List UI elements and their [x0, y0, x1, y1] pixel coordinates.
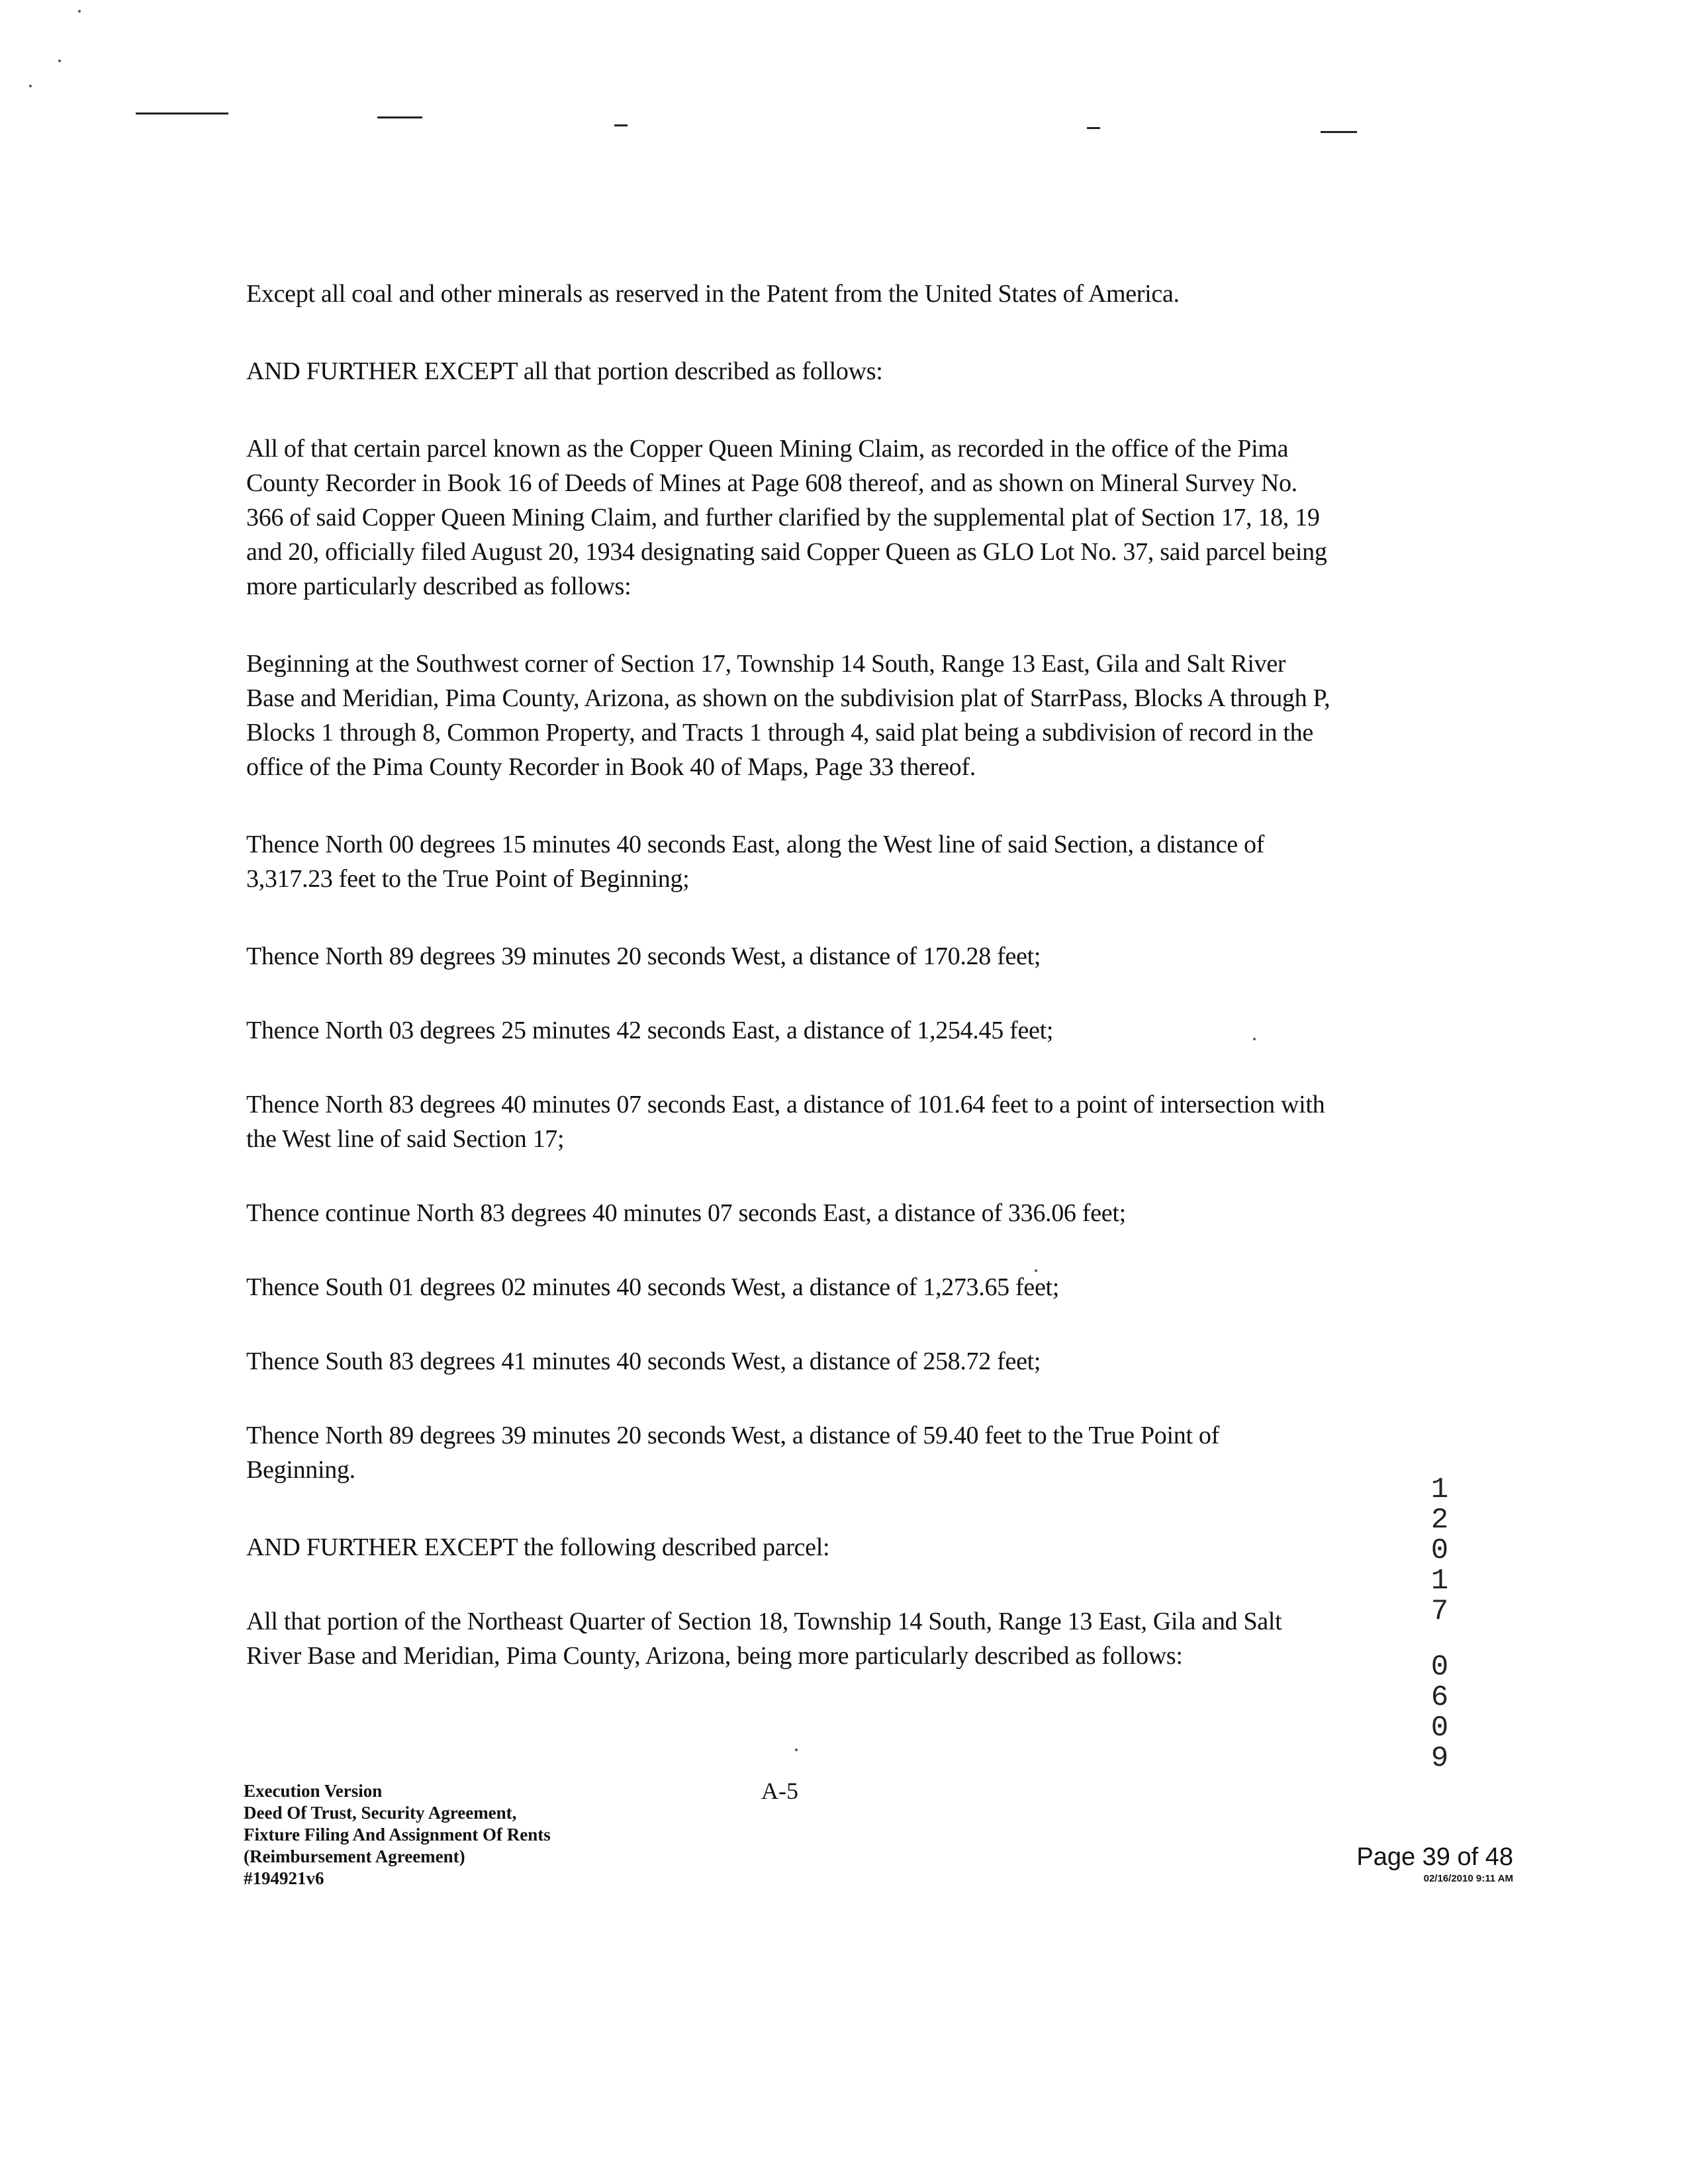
document-footer — [244, 1780, 551, 1889]
recording-digit: 0 — [1430, 1534, 1449, 1567]
recording-digit: 7 — [1430, 1595, 1449, 1628]
scan-speck — [29, 85, 32, 87]
recording-digit: 0 — [1430, 1651, 1449, 1684]
paragraph-course-5: Thence continue North 83 degrees 40 minutes 07 seconds East, a distance of 336.06 feet; — [246, 1199, 1126, 1227]
page-number: Page 39 of 48 — [1356, 1843, 1513, 1871]
paragraph-course-7: Thence South 83 degrees 41 minutes 40 seconds West, a distance of 258.72 feet; — [246, 1347, 1041, 1375]
recording-digit: 1 — [1430, 1565, 1449, 1598]
recording-timestamp: 02/16/2010 9:11 AM — [1423, 1873, 1513, 1884]
paragraph-course-1: Thence North 00 degrees 15 minutes 40 seconds East, along the West line of said Section, a distance of 3,317.23 feet to the True Point of Beginning; — [246, 831, 1265, 893]
scan-mark — [1321, 131, 1357, 133]
footer-version: Execution Version — [244, 1781, 383, 1801]
paragraph-course-2: Thence North 89 degrees 39 minutes 20 seconds West, a distance of 170.28 feet; — [246, 942, 1041, 970]
footer-title-line: Deed Of Trust, Security Agreement, — [244, 1803, 517, 1823]
paragraph-further-except-heading: AND FURTHER EXCEPT all that portion described as follows: — [246, 357, 883, 385]
footer-doc-id: #194921v6 — [244, 1868, 324, 1888]
paragraph-course-6: Thence South 01 degrees 02 minutes 40 seconds West, a distance of 1,273.65 feet; — [246, 1273, 1060, 1301]
recording-number — [1423, 1475, 1456, 1774]
recording-digit: 0 — [1430, 1711, 1449, 1745]
paragraph-northeast-quarter: All that portion of the Northeast Quarter of Section 18, Township 14 South, Range 13 East, Gila and Salt River Base and Meridian, Pima County, Arizona, being more particularly described as follows: — [246, 1608, 1282, 1670]
recording-digit: 2 — [1430, 1504, 1449, 1537]
exhibit-page-code: A-5 — [761, 1778, 798, 1804]
paragraph-further-except-parcel: AND FURTHER EXCEPT the following described parcel: — [246, 1533, 830, 1561]
paragraph-course-8: Thence North 89 degrees 39 minutes 20 seconds West, a distance of 59.40 feet to the True Point of Beginning. — [246, 1422, 1219, 1484]
footer-title-line: (Reimbursement Agreement) — [244, 1846, 465, 1866]
scan-mark — [136, 113, 228, 114]
scan-mark — [614, 124, 628, 126]
scan-speck — [58, 60, 61, 62]
digit-spacer — [1423, 1627, 1456, 1652]
recording-digit: 1 — [1430, 1473, 1449, 1506]
legal-description — [246, 277, 1332, 1673]
page-stamp — [1356, 1843, 1513, 1884]
recording-digit: 6 — [1430, 1681, 1449, 1714]
footer-title-line: Fixture Filing And Assignment Of Rents — [244, 1825, 551, 1844]
recording-digit: 9 — [1430, 1742, 1449, 1775]
paragraph-mineral-reservation: Except all coal and other minerals as reserved in the Patent from the United States of America. — [246, 280, 1180, 308]
paragraph-beginning-point: Beginning at the Southwest corner of Section 17, Township 14 South, Range 13 East, Gila and Salt River Base and Meridian, Pima County, Arizona, as shown on the subdivision plat of StarrPass, Blocks A through P, Blocks 1 through 8, Common Property, and Tracts 1 through 4, said plat being a subdivision of record in the office of the Pima County Recorder in Book 40 of Maps, Page 33 thereof. — [246, 650, 1331, 781]
scan-mark — [1087, 127, 1100, 129]
paragraph-copper-queen-claim: All of that certain parcel known as the Copper Queen Mining Claim, as recorded in the office of the Pima County Recorder in Book 16 of Deeds of Mines at Page 608 thereof, and as shown on Mineral Survey No. 366 of said Copper Queen Mining Claim, and further clarified by the supplemental plat of Section 17, 18, 19 and 20, officially filed August 20, 1934 designating said Copper Queen as GLO Lot No. 37, said parcel being more particularly described as follows: — [246, 435, 1327, 600]
scan-speck — [78, 10, 81, 13]
paragraph-course-4: Thence North 83 degrees 40 minutes 07 seconds East, a distance of 101.64 feet to a point of intersection with the West line of said Section 17; — [246, 1091, 1325, 1153]
paragraph-course-3: Thence North 03 degrees 25 minutes 42 seconds East, a distance of 1,254.45 feet; — [246, 1017, 1054, 1044]
scan-speck — [795, 1749, 798, 1751]
scan-mark — [377, 116, 422, 118]
